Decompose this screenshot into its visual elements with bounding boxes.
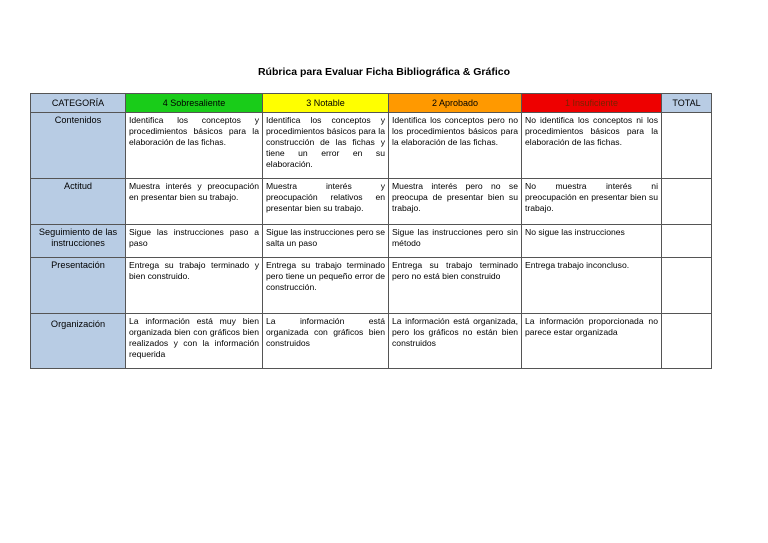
level-2-cell: Sigue las instrucciones pero sin método [389, 225, 522, 258]
table-row [31, 225, 712, 258]
level-1-cell: No sigue las instrucciones [522, 225, 662, 258]
level-4-cell: Sigue las instrucciones paso a paso [126, 225, 263, 258]
level-3-cell: La información está organizada con gráficos bien construidos [263, 314, 389, 369]
level-1-cell: La información proporcionada no parece estar organizada [522, 314, 662, 369]
header-level-1: 1 Insuficiente [522, 94, 662, 113]
level-2-cell: Entrega su trabajo terminado pero no está bien construido [389, 258, 522, 314]
level-3-cell: Muestra interés y preocupación relativos en presentar bien su trabajo. [263, 179, 389, 225]
header-level-2: 2 Aprobado [389, 94, 522, 113]
document-title: Rúbrica para Evaluar Ficha Bibliográfica & Gráfico [257, 66, 511, 78]
level-3-cell: Sigue las instrucciones pero se salta un paso [263, 225, 389, 258]
rubric-table [30, 93, 712, 369]
total-cell [662, 225, 712, 258]
level-2-cell: Muestra interés pero no se preocupa de presentar bien su trabajo. [389, 179, 522, 225]
level-2-cell: Identifica los conceptos pero no los procedimientos básicos para la elaboración de las fichas. [389, 113, 522, 179]
level-1-cell: No muestra interés ni preocupación en presentar bien su trabajo. [522, 179, 662, 225]
header-row [31, 94, 712, 113]
level-1-cell: No identifica los conceptos ni los procedimientos básicos para la elaboración de las fichas. [522, 113, 662, 179]
level-4-cell: La información está muy bien organizada bien con gráficos bien realizados y con la información requerida [126, 314, 263, 369]
level-3-cell: Identifica los conceptos y procedimientos básicos para la construcción de las fichas y tiene un error en su elaboración. [263, 113, 389, 179]
category-cell: Contenidos [31, 113, 126, 179]
table-row [31, 113, 712, 179]
category-cell: Organización [31, 314, 126, 369]
level-3-cell: Entrega su trabajo terminado pero tiene un pequeño error de construcción. [263, 258, 389, 314]
header-level-3: 3 Notable [263, 94, 389, 113]
level-4-cell: Muestra interés y preocupación en presentar bien su trabajo. [126, 179, 263, 225]
table-row [31, 258, 712, 314]
category-cell: Seguimiento de las instrucciones [31, 225, 126, 258]
total-cell [662, 258, 712, 314]
total-cell [662, 314, 712, 369]
header-category: CATEGORÍA [31, 94, 126, 113]
header-total: TOTAL [662, 94, 712, 113]
level-1-cell: Entrega trabajo inconcluso. [522, 258, 662, 314]
level-4-cell: Entrega su trabajo terminado y bien construido. [126, 258, 263, 314]
level-2-cell: La información está organizada, pero los gráficos no están bien construidos [389, 314, 522, 369]
total-cell [662, 179, 712, 225]
total-cell [662, 113, 712, 179]
table-row [31, 314, 712, 369]
category-cell: Actitud [31, 179, 126, 225]
table-row [31, 179, 712, 225]
category-cell: Presentación [31, 258, 126, 314]
level-4-cell: Identifica los conceptos y procedimientos básicos para la elaboración de las fichas. [126, 113, 263, 179]
header-level-4: 4 Sobresaliente [126, 94, 263, 113]
